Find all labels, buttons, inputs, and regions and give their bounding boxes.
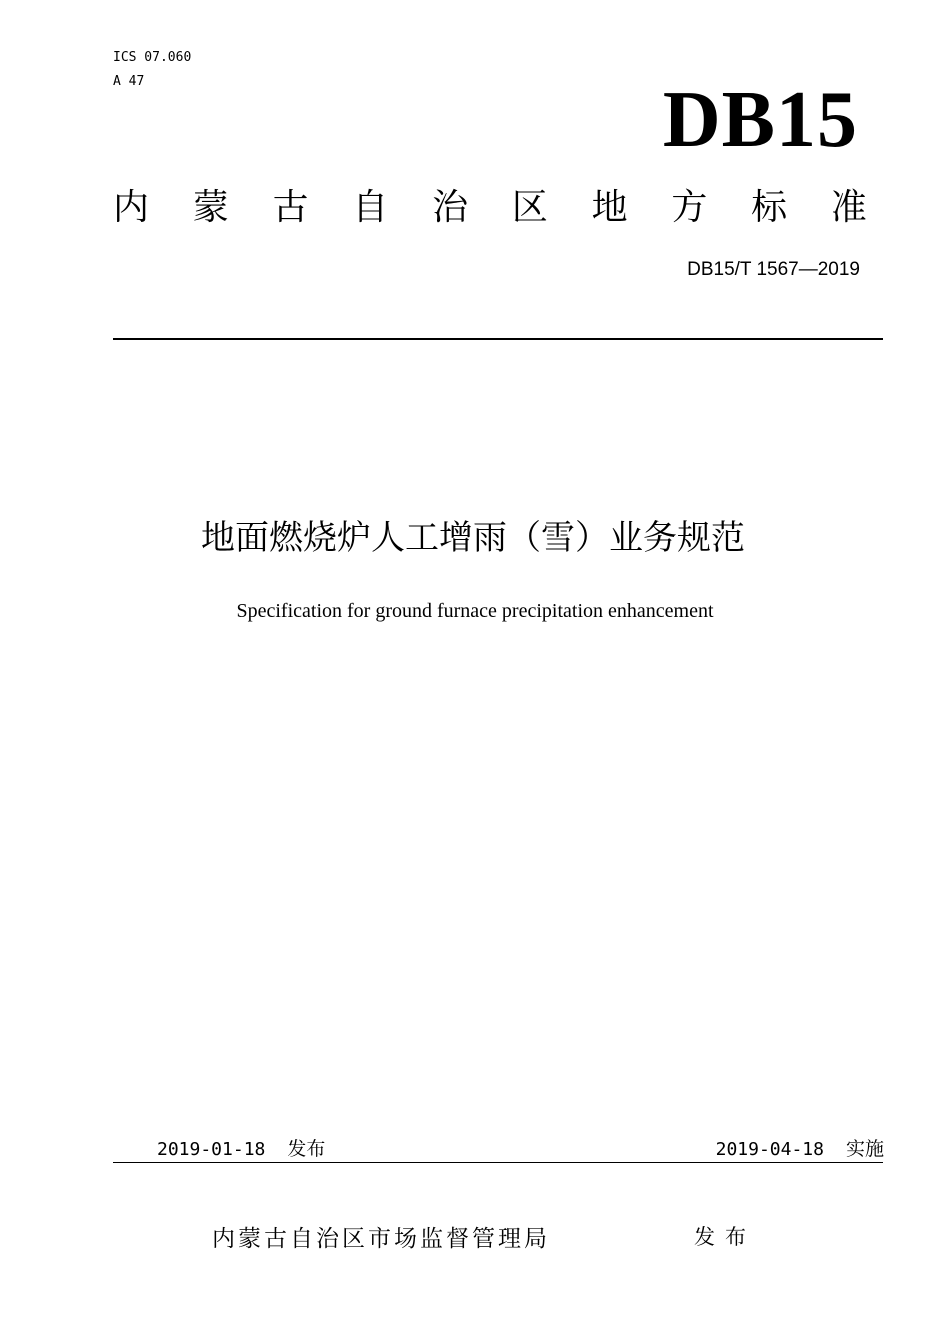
ics-code: ICS 07.060 bbox=[113, 50, 192, 65]
implement-label: 实施 bbox=[845, 1138, 884, 1160]
publish-label: 发布 bbox=[694, 1225, 756, 1249]
header-divider bbox=[113, 338, 883, 340]
standard-type-char: 区 bbox=[511, 187, 548, 228]
standard-type-char: 方 bbox=[671, 187, 708, 228]
standard-type-char: 准 bbox=[830, 187, 867, 228]
implement-date-line bbox=[716, 1137, 884, 1162]
ccs-code: A 47 bbox=[113, 74, 145, 89]
footer-divider bbox=[113, 1162, 883, 1163]
implement-date: 2019-04-18 bbox=[715, 1139, 824, 1160]
standard-number: DB15/T 1567—2019 bbox=[687, 259, 860, 280]
standard-type-char: 古 bbox=[272, 187, 309, 228]
standard-type bbox=[113, 186, 867, 230]
publisher-name: 内蒙古自治区市场监督管理局 bbox=[212, 1226, 550, 1252]
title-chinese bbox=[0, 516, 950, 560]
title-chinese-text: 地面燃烧炉人工增雨（雪）业务规范 bbox=[201, 518, 745, 558]
issue-date-line bbox=[157, 1137, 325, 1162]
issue-date: 2019-01-18 bbox=[157, 1139, 266, 1160]
standard-type-char: 标 bbox=[751, 187, 788, 228]
standard-type-char: 内 bbox=[113, 187, 150, 228]
issue-label: 发布 bbox=[287, 1138, 326, 1160]
standard-type-char: 自 bbox=[352, 187, 389, 228]
title-english: Specification for ground furnace precipitation enhancement bbox=[236, 600, 714, 622]
standard-type-char: 蒙 bbox=[192, 187, 229, 228]
standard-mark: DB15 bbox=[662, 76, 858, 164]
standard-type-char: 地 bbox=[591, 187, 628, 228]
standard-type-char: 治 bbox=[432, 187, 469, 228]
